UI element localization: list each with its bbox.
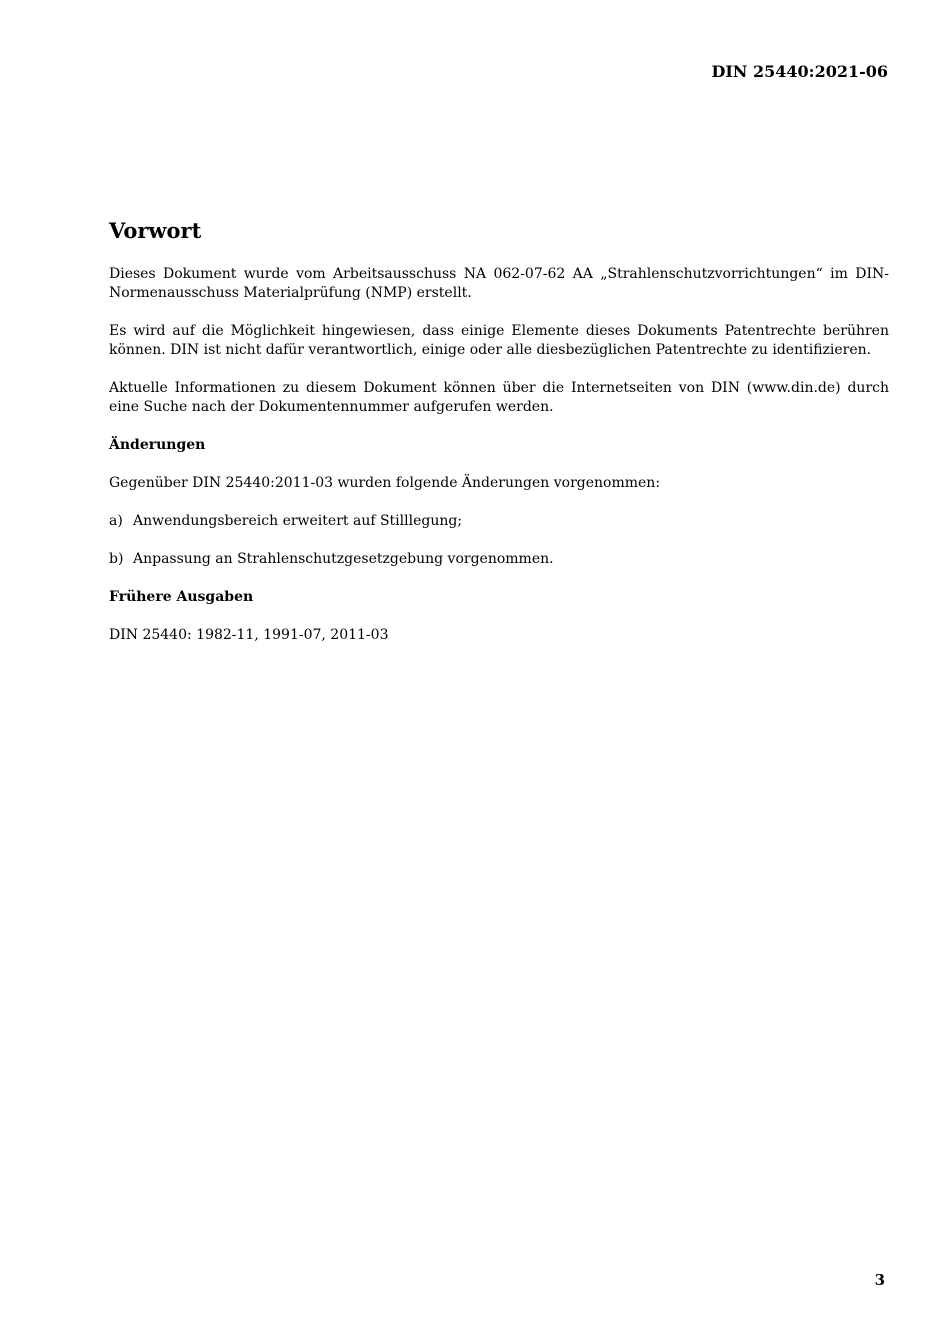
paragraph: Es wird auf die Möglichkeit hingewiesen, dass einige Elemente dieses Dokuments Patentrechte berühren können. DIN ist nicht dafür verantwortlich, einige oder alle diesbezüglichen Patentrechte zu identifizieren.	[109, 323, 889, 358]
paragraph: Dieses Dokument wurde vom Arbeitsausschuss NA 062-07-62 AA „Strahlenschutzvorrichtungen“ im DIN-Normenausschuss Materialprüfung (NMP) erstellt.	[109, 266, 889, 301]
section-title: Vorwort	[109, 218, 202, 243]
list-item	[109, 512, 889, 531]
page-number: 3	[874, 1271, 885, 1289]
foreword-section	[109, 217, 889, 664]
list-item-text: Anpassung an Strahlenschutzgesetzgebung vorgenommen.	[133, 551, 554, 567]
previous-editions-text: DIN 25440: 1982-11, 1991-07, 2011-03	[109, 627, 389, 643]
list-item-text: Anwendungsbereich erweitert auf Stilllegung;	[133, 513, 463, 529]
paragraph: Aktuelle Informationen zu diesem Dokument können über die Internetseiten von DIN (www.din.de) durch eine Suche nach der Dokumentennummer aufgerufen werden.	[109, 380, 889, 415]
changes-list	[109, 512, 889, 569]
list-item	[109, 550, 889, 569]
changes-heading: Änderungen	[109, 437, 206, 453]
list-marker: a)	[109, 513, 123, 529]
changes-intro: Gegenüber DIN 25440:2011-03 wurden folgende Änderungen vorgenommen:	[109, 475, 661, 491]
document-id: DIN 25440:2021-06	[711, 62, 888, 81]
list-marker: b)	[109, 551, 124, 567]
previous-editions-heading: Frühere Ausgaben	[109, 589, 254, 605]
